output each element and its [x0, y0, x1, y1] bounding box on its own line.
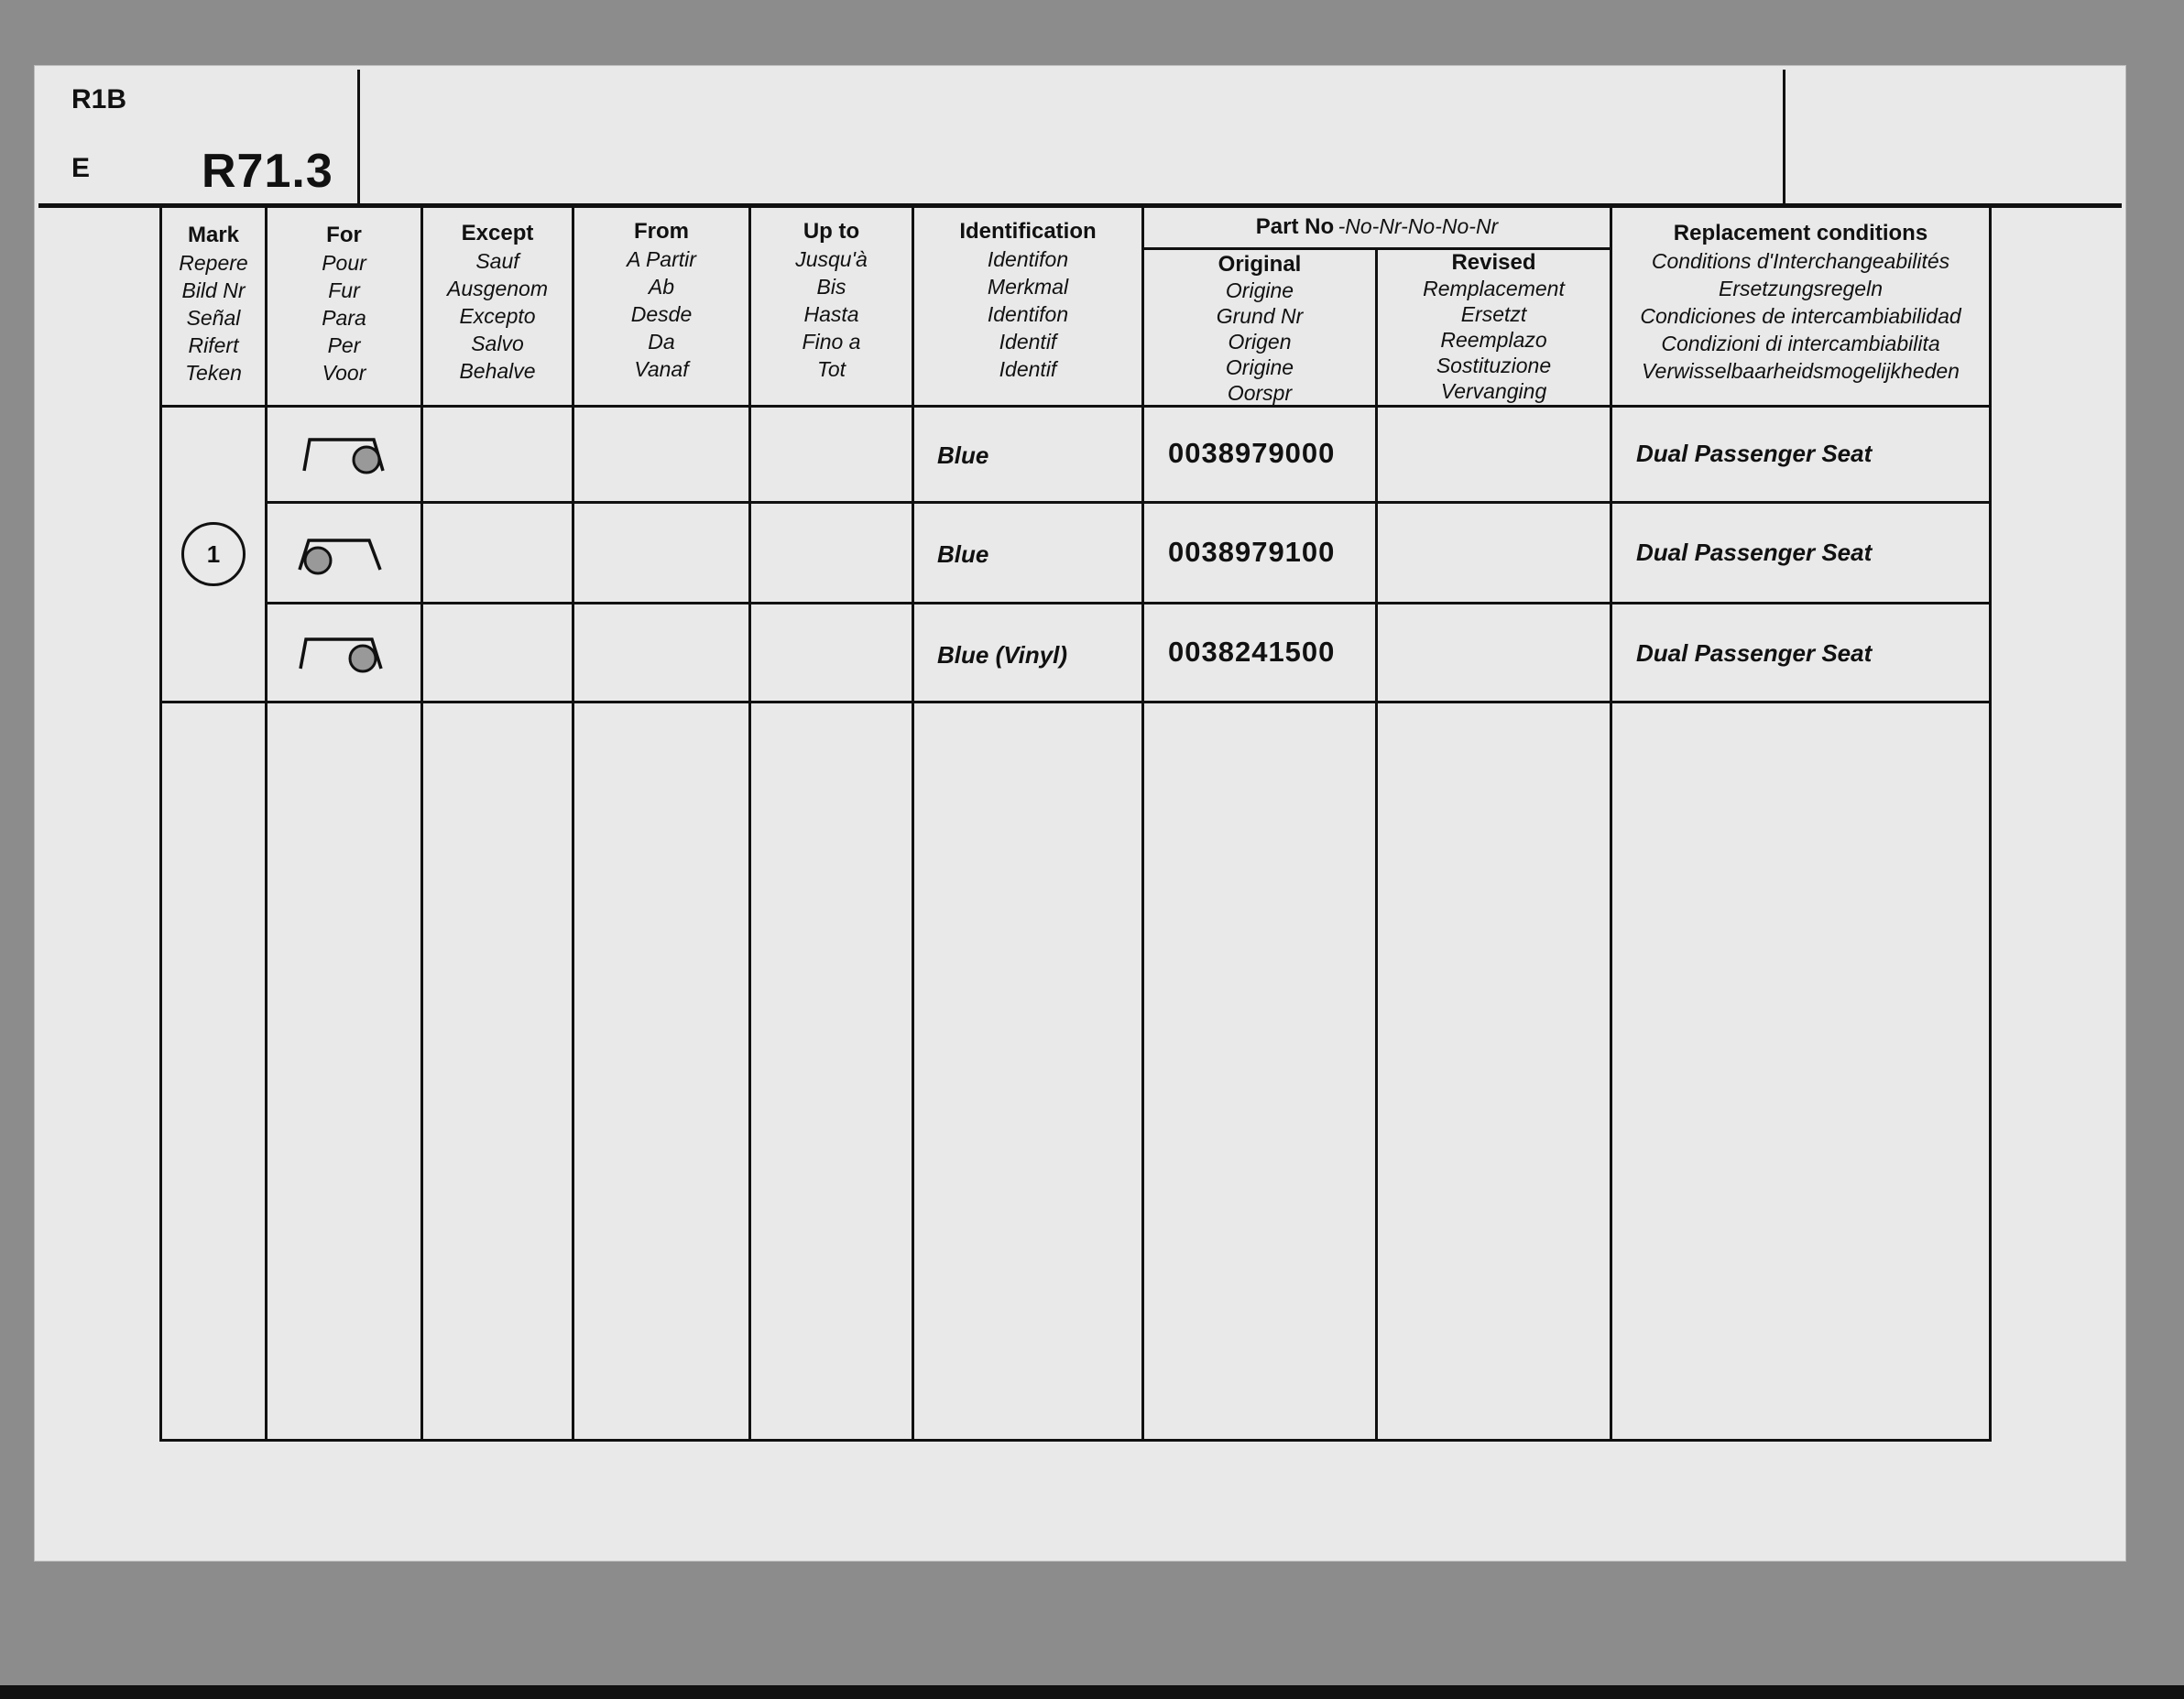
parts-card [35, 66, 2125, 1561]
seat-right-occupied-icon [297, 628, 388, 676]
col-divider [420, 208, 423, 1442]
col-divider [1375, 247, 1378, 1442]
table-border-bottom [159, 1439, 1992, 1442]
bottom-strip [0, 1685, 2184, 1699]
header-except: Except Sauf Ausgenom Excepto Salvo Behalve [447, 221, 548, 383]
row-rule [159, 701, 1992, 703]
code-left: E [71, 153, 91, 183]
page-code: R71.3 [202, 145, 333, 198]
seat-left-occupied-icon [296, 529, 388, 577]
row-rule [265, 501, 1992, 504]
header-revised: Revised Remplacement Ersetzt Reemplazo Sostituzione Vervanging [1423, 250, 1565, 403]
header-up-to: Up to Jusqu'à Bis Hasta Fino a Tot [795, 219, 868, 381]
original-part-number: 0038979100 [1168, 536, 1336, 568]
header-part-no: Part No -No-Nr-No-No-Nr [1255, 214, 1499, 239]
header-mark: Mark Repere Bild Nr Señal Rifert Teken [179, 223, 248, 385]
col-divider [912, 208, 914, 1442]
header-bottom-rule [159, 405, 1992, 408]
header-replacement-conditions: Replacement conditions Conditions d'Interchangeabilités Ersetzungsregeln Condiciones de intercambiabilidad Condizioni di intercambiabilita Verwisselbaarheidsmogelijkheden [1640, 221, 1961, 383]
header-identification: Identification Identifon Merkmal Identifon Identif Identif [959, 219, 1097, 381]
col-divider [1610, 208, 1612, 1442]
seat-right-occupied-icon [300, 430, 392, 478]
col-divider [748, 208, 751, 1442]
replacement-condition: Dual Passenger Seat [1636, 639, 1873, 667]
identification-cell: Blue (Vinyl) [937, 641, 1068, 669]
code-top: R1B [71, 84, 127, 114]
header-rule [38, 203, 2122, 208]
mark-badge: 1 [181, 522, 246, 586]
identification-cell: Blue [937, 540, 989, 568]
replacement-condition: Dual Passenger Seat [1636, 440, 1873, 467]
header-divider [1783, 70, 1785, 207]
col-divider [265, 208, 268, 1442]
col-divider [572, 208, 574, 1442]
original-part-number: 0038979000 [1168, 437, 1336, 469]
table-border-left [159, 208, 162, 1442]
identification-cell: Blue [937, 441, 989, 469]
header-original: Original Origine Grund Nr Origen Origine Oorspr [1216, 252, 1304, 405]
replacement-condition: Dual Passenger Seat [1636, 539, 1873, 566]
header-for: For Pour Fur Para Per Voor [322, 223, 366, 385]
table-border-right [1989, 208, 1992, 1442]
header-divider [357, 70, 360, 207]
header-from: From A Partir Ab Desde Da Vanaf [627, 219, 696, 381]
original-part-number: 0038241500 [1168, 636, 1336, 668]
row-rule [265, 602, 1992, 604]
